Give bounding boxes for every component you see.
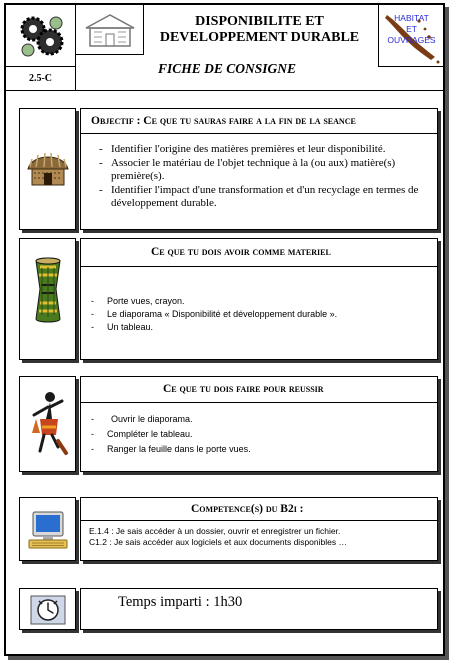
title-line-2: DEVELOPPEMENT DURABLE [159,30,360,45]
faire-heading: Ce que tu dois faire pour reussir [81,377,437,403]
theme-line-1: HABITAT [394,13,429,23]
faire-panel [80,376,438,472]
faire-item: - Ouvrir le diaporama. [89,412,423,427]
sheet-code: 2.5-C [28,73,53,84]
materiel-item: - Le diaporama « Disponibilité et développement durable ». [89,308,423,321]
sheet-title [144,14,375,46]
temps-label: Temps imparti : 1h30 [118,594,243,610]
theme-logo [378,5,443,67]
objectif-item: - Associer le matériau de l'objet technique à la (ou aux) matière(s) première(s). [97,157,423,184]
competence-line: E.1.4 : Je sais accéder à un dossier, ouvrir et enregistrer un fichier. [89,526,341,536]
objectif-item: - Identifier l'origine des matières premières et leur disponibilité. [97,143,423,157]
faire-list [89,412,423,457]
header [6,5,443,90]
objectif-list [97,143,423,211]
gears-icon [16,12,66,60]
temps-section [19,588,438,632]
materiel-item: - Un tableau. [89,321,423,334]
theme-line-2: ET [406,24,417,34]
title-line-1: DISPONIBILITE ET [195,14,324,29]
theme-label [379,13,444,46]
materiel-panel [80,238,438,360]
code-cell [6,67,76,90]
objectif-panel [80,108,438,230]
header-divider [6,90,443,91]
house-logo [76,5,144,55]
drum-icon [32,255,64,325]
faire-item: - Compléter le tableau. [89,427,423,442]
objectif-heading: Objectif : Ce que tu sauras faire a la fin de la seance [81,109,437,134]
hut-icon [24,145,72,189]
materiel-icon-box [19,238,76,360]
competence-icon-box [19,497,76,561]
materiel-item: - Porte vues, crayon. [89,295,423,308]
materiel-heading: Ce que tu dois avoir comme materiel [81,239,437,267]
faire-icon-box [19,376,76,472]
clock-icon [30,595,66,625]
materiel-section [19,238,438,362]
competence-line: C1.2 : Je sais accéder aux logiciels et aux documents disponibles … [89,537,347,547]
objectif-item: - Identifier l'impact d'une transformation et d'un recyclage en termes de développement durable. [97,184,423,211]
house-icon [82,12,138,48]
computer-icon [25,510,71,550]
theme-line-3: OUVRAGES [387,35,436,45]
competence-heading: Competence(s) du B2i : [81,498,437,521]
objectif-icon-box [19,108,76,230]
dancer-icon [26,389,70,459]
competence-panel [80,497,438,561]
sheet-subtitle: FICHE DE CONSIGNE [157,61,297,76]
competence-lines [89,526,437,548]
gears-logo [6,5,76,67]
objectif-section [19,108,438,232]
competence-section [19,497,438,563]
materiel-list [89,295,423,334]
faire-item: - Ranger la feuille dans le porte vues. [89,442,423,457]
temps-panel [80,588,438,630]
instruction-sheet [4,3,445,656]
temps-icon-box [19,588,76,630]
faire-section [19,376,438,476]
